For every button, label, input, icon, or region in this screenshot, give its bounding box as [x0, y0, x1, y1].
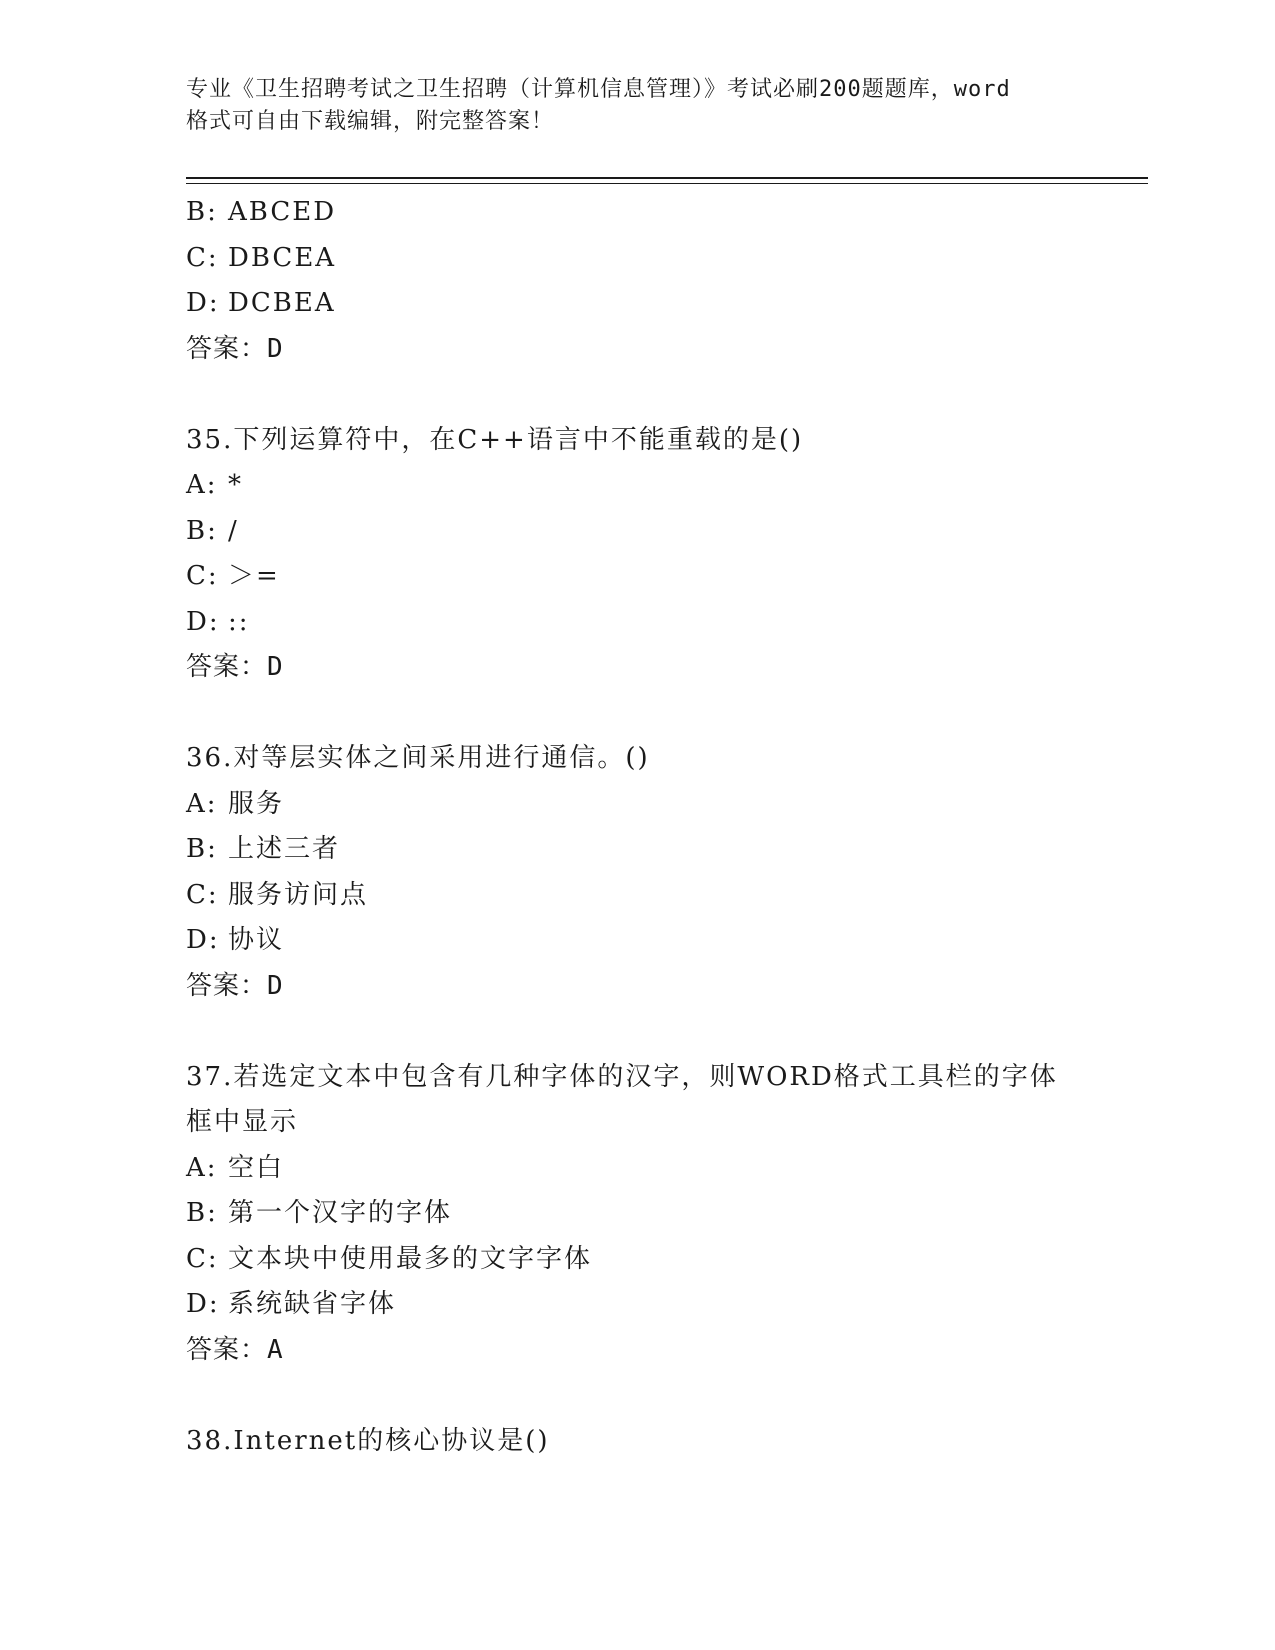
- question-36: [186, 736, 1076, 1009]
- option-text: ＞=: [228, 561, 280, 591]
- option-prefix: C:: [186, 1243, 219, 1274]
- question-35: [186, 418, 1076, 691]
- option-b: [186, 509, 1076, 555]
- option-prefix: B:: [186, 1198, 218, 1228]
- option-text: /: [228, 515, 239, 546]
- option-c: [186, 554, 1076, 600]
- option-c: [186, 1237, 1076, 1283]
- question-34-continued: [186, 190, 1076, 372]
- option-d: [186, 600, 1076, 646]
- option-text: DCBEA: [228, 288, 336, 318]
- spacer: [186, 1373, 1076, 1419]
- document-header: [186, 74, 1086, 138]
- spacer: [186, 691, 1076, 737]
- option-prefix: C:: [186, 242, 219, 273]
- header-divider-thick: [186, 177, 1148, 179]
- option-a: [186, 463, 1076, 509]
- option-b: [186, 827, 1076, 873]
- question-stem: 38.Internet的核心协议是(): [186, 1425, 550, 1456]
- option-prefix: B:: [186, 834, 218, 864]
- option-b: [186, 1191, 1076, 1237]
- option-d: [186, 281, 1076, 327]
- question-list: [186, 190, 1076, 1464]
- option-text: DBCEA: [228, 242, 337, 273]
- option-prefix: D:: [186, 288, 220, 318]
- option-prefix: D:: [186, 606, 220, 637]
- option-c: [186, 873, 1076, 919]
- spacer: [186, 1009, 1076, 1055]
- answer-line: 答案：A: [186, 1334, 284, 1365]
- header-title-line-1: 专业《卫生招聘考试之卫生招聘（计算机信息管理）》考试必刷200题题库，word: [186, 77, 1011, 102]
- spacer: [186, 372, 1076, 418]
- option-prefix: A:: [186, 1152, 218, 1183]
- header-title-line-2: 格式可自由下载编辑，附完整答案！: [186, 109, 555, 134]
- option-text: 文本块中使用最多的文字字体: [228, 1243, 593, 1274]
- option-a: [186, 1146, 1076, 1192]
- option-prefix: A:: [186, 470, 218, 500]
- option-prefix: C:: [186, 879, 219, 910]
- option-prefix: D:: [186, 1289, 220, 1319]
- answer-line: 答案：D: [186, 970, 284, 1001]
- question-38: [186, 1419, 1076, 1465]
- answer-line: 答案：D: [186, 333, 284, 364]
- option-d: [186, 1282, 1076, 1328]
- option-d: [186, 918, 1076, 964]
- header-divider-thin: [186, 183, 1148, 184]
- option-text: 空白: [228, 1152, 285, 1183]
- option-prefix: A:: [186, 788, 218, 819]
- option-a: [186, 782, 1076, 828]
- option-text: 第一个汉字的字体: [228, 1198, 453, 1228]
- option-text: 服务访问点: [228, 879, 369, 910]
- option-text: *: [228, 470, 243, 500]
- answer-line: 答案：D: [186, 652, 284, 682]
- option-c: [186, 236, 1076, 282]
- option-prefix: D:: [186, 925, 220, 955]
- option-text: ABCED: [228, 197, 337, 227]
- question-37: [186, 1055, 1076, 1374]
- option-text: 上述三者: [228, 834, 341, 864]
- option-b: [186, 190, 1076, 236]
- option-prefix: B:: [186, 197, 218, 227]
- option-text: 服务: [228, 788, 285, 819]
- question-stem: 36.对等层实体之间采用进行通信。(): [186, 743, 650, 773]
- option-prefix: C:: [186, 561, 219, 591]
- question-stem-line-1: 37.若选定文本中包含有几种字体的汉字，则WORD格式工具栏的字体: [186, 1061, 1058, 1092]
- question-stem: 35.下列运算符中，在C++语言中不能重载的是(): [186, 424, 804, 455]
- question-stem-line-2: 框中显示: [186, 1107, 299, 1137]
- option-prefix: B:: [186, 515, 218, 546]
- option-text: ::: [228, 606, 250, 637]
- option-text: 系统缺省字体: [228, 1289, 397, 1319]
- option-text: 协议: [228, 925, 285, 955]
